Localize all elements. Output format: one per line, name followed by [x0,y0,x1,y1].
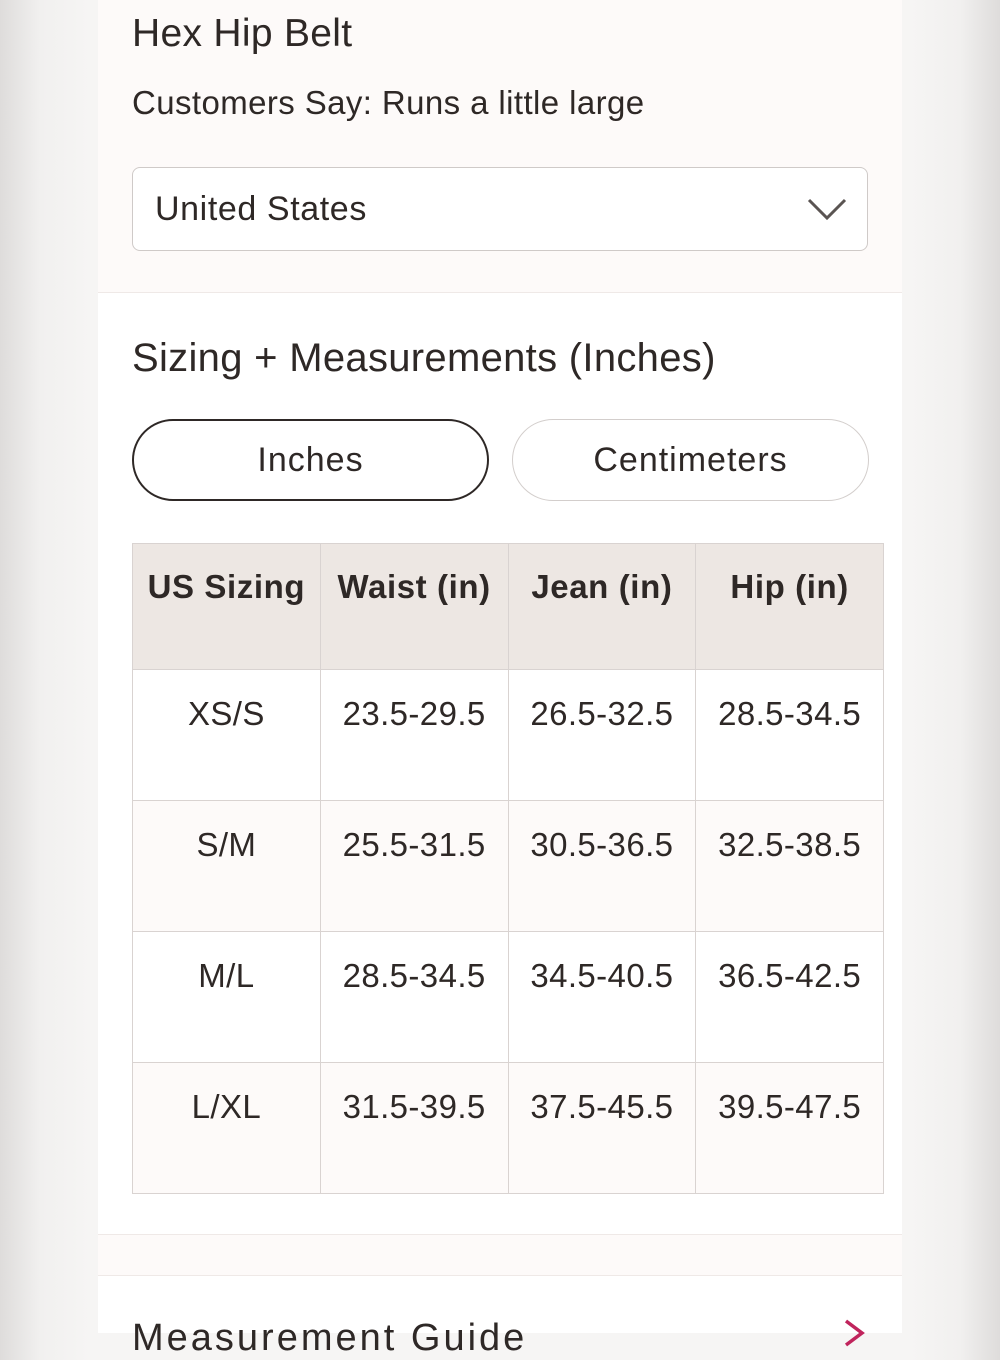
size-cell: M/L [133,932,321,1063]
product-header-section [98,0,902,293]
size-cell: XS/S [133,670,321,801]
sizing-section-title: Sizing + Measurements (Inches) [132,336,716,380]
table-header-row [133,544,884,670]
table-row [133,801,884,932]
chevron-right-icon [840,1317,870,1347]
measurement-guide-label: Measurement Guide [132,1317,528,1359]
jean-cell: 37.5-45.5 [508,1063,696,1194]
chevron-down-icon [805,192,849,224]
jean-cell: 34.5-40.5 [508,932,696,1063]
table-row [133,932,884,1063]
hip-cell: 28.5-34.5 [696,670,884,801]
hip-cell: 32.5-38.5 [696,801,884,932]
inches-toggle-button[interactable]: Inches [132,419,489,501]
column-header-waist: Waist (in) [320,544,508,670]
column-header-us-sizing: US Sizing [133,544,321,670]
table-row [133,670,884,801]
size-cell: S/M [133,801,321,932]
column-header-jean: Jean (in) [508,544,696,670]
waist-cell: 25.5-31.5 [320,801,508,932]
product-title: Hex Hip Belt [132,12,353,55]
waist-cell: 28.5-34.5 [320,932,508,1063]
hip-cell: 39.5-47.5 [696,1063,884,1194]
size-cell: L/XL [133,1063,321,1194]
hip-cell: 36.5-42.5 [696,932,884,1063]
waist-cell: 23.5-29.5 [320,670,508,801]
country-select[interactable] [132,167,868,251]
jean-cell: 26.5-32.5 [508,670,696,801]
waist-cell: 31.5-39.5 [320,1063,508,1194]
section-divider [98,1234,902,1276]
measurement-guide-link[interactable] [98,1277,902,1359]
product-panel [98,0,902,1359]
customers-say-fit: Customers Say: Runs a little large [132,84,645,121]
country-select-value: United States [155,190,367,228]
size-chart-table [132,543,884,1194]
column-header-hip: Hip (in) [696,544,884,670]
jean-cell: 30.5-36.5 [508,801,696,932]
table-row [133,1063,884,1194]
centimeters-toggle-button[interactable]: Centimeters [512,419,869,501]
